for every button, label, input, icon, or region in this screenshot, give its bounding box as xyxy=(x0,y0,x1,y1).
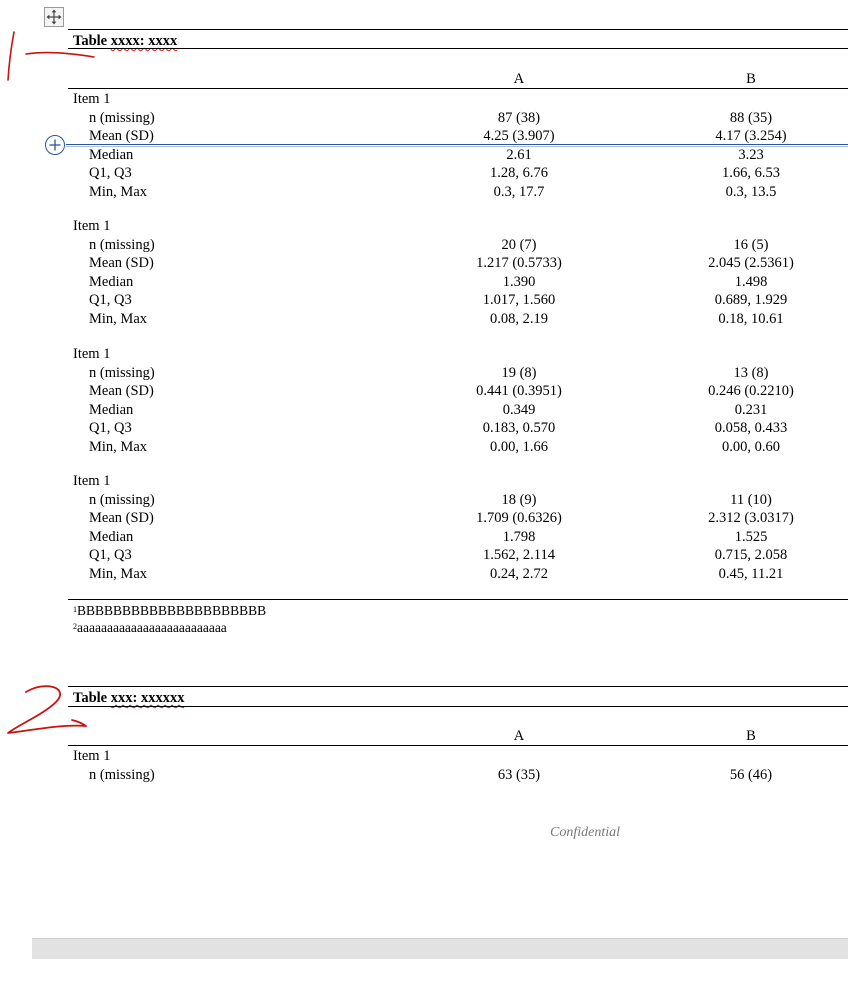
table1-row xyxy=(0,565,848,584)
page-gap-bar xyxy=(32,938,848,959)
cell-b: 0.689, 1.929 xyxy=(714,292,788,308)
table1-row xyxy=(0,528,848,547)
cell-a: 1.217 (0.5733) xyxy=(476,255,562,271)
table1-row xyxy=(0,491,848,510)
row-label: Mean (SD) xyxy=(89,510,154,526)
table2-header-rule xyxy=(68,745,848,746)
annotation-marker-2 xyxy=(0,678,100,738)
table1-col-b-header: B xyxy=(746,71,756,87)
table2-top-rule xyxy=(68,686,848,687)
table1-row xyxy=(0,146,848,165)
cell-b: 1.66, 6.53 xyxy=(722,165,780,181)
cell-b: 2.312 (3.0317) xyxy=(708,510,794,526)
table1-col-a-header: A xyxy=(513,71,525,87)
cell-b: 16 (5) xyxy=(733,236,769,253)
cell-b: 0.246 (0.2210) xyxy=(708,383,794,399)
cell-a: 87 (38) xyxy=(497,109,541,126)
cell-a: 1.798 xyxy=(502,528,536,545)
row-label: Mean (SD) xyxy=(89,383,154,399)
table1-row xyxy=(0,364,848,383)
table2-row xyxy=(0,766,848,785)
cell-a: 18 (9) xyxy=(501,491,537,508)
insert-row-plus-icon[interactable] xyxy=(45,135,65,155)
row-label: n (missing) xyxy=(89,491,155,508)
cell-a: 20 (7) xyxy=(501,236,537,253)
table1-row xyxy=(0,401,848,420)
row-label: n (missing) xyxy=(89,109,155,126)
cell-b: 13 (8) xyxy=(733,364,769,381)
cell-a: 1.017, 1.560 xyxy=(482,292,556,308)
section-label: Item 1 xyxy=(73,748,111,764)
table1-title-rule xyxy=(68,48,848,49)
cell-a: 1.390 xyxy=(502,273,536,290)
row-label: Min, Max xyxy=(89,438,147,455)
table1-section-label-row xyxy=(0,472,848,491)
cell-a: 0.24, 2.72 xyxy=(490,565,548,582)
section-label: Item 1 xyxy=(73,473,111,489)
cell-b: 88 (35) xyxy=(729,109,773,126)
cell-a: 63 (35) xyxy=(497,766,541,783)
cell-a: 0.08, 2.19 xyxy=(490,310,548,327)
cell-b: 0.18, 10.61 xyxy=(718,310,784,327)
cell-b: 0.231 xyxy=(734,401,768,418)
annotation-marker-1 xyxy=(0,20,100,90)
cell-b: 0.00, 0.60 xyxy=(722,438,780,455)
row-label: Median xyxy=(89,146,134,163)
cell-a: 0.00, 1.66 xyxy=(490,438,548,455)
cell-b: 0.45, 11.21 xyxy=(718,565,784,582)
section-label: Item 1 xyxy=(73,218,111,234)
cell-a: 1.709 (0.6326) xyxy=(476,510,562,526)
row-label: Q1, Q3 xyxy=(89,547,132,563)
row-label: Min, Max xyxy=(89,565,147,582)
cell-b: 4.17 (3.254) xyxy=(715,128,787,144)
row-label: Q1, Q3 xyxy=(89,165,132,181)
cell-b: 11 (10) xyxy=(730,491,772,508)
row-label: Q1, Q3 xyxy=(89,292,132,308)
table1-row xyxy=(0,419,848,438)
table1-header-rule xyxy=(68,88,848,89)
row-label: Median xyxy=(89,273,134,290)
table1-row xyxy=(0,236,848,255)
table1-row xyxy=(0,310,848,329)
table1-row xyxy=(0,183,848,202)
section-label: Item 1 xyxy=(73,91,111,107)
cell-b: 2.045 (2.5361) xyxy=(708,255,794,271)
row-label: n (missing) xyxy=(89,236,155,253)
row-label: Min, Max xyxy=(89,310,147,327)
cell-a: 2.61 xyxy=(506,146,532,163)
row-label: Median xyxy=(89,528,134,545)
row-label: n (missing) xyxy=(89,364,155,381)
cell-a: 0.183, 0.570 xyxy=(482,420,556,436)
cell-b: 56 (46) xyxy=(729,766,773,783)
table1-section-label-row xyxy=(0,90,848,109)
table2-col-b-header: B xyxy=(746,728,756,744)
table1-bottom-rule xyxy=(68,599,848,600)
table1-row xyxy=(0,127,848,146)
table1-row xyxy=(0,291,848,310)
table2-section-label-row xyxy=(0,747,848,766)
row-label: Median xyxy=(89,401,134,418)
cell-a: 0.441 (0.3951) xyxy=(476,383,562,399)
cell-a: 19 (8) xyxy=(501,364,537,381)
cell-a: 1.28, 6.76 xyxy=(490,165,548,181)
cell-b: 1.525 xyxy=(734,528,768,545)
cell-a: 1.562, 2.114 xyxy=(483,547,555,563)
row-label: n (missing) xyxy=(89,766,155,783)
section-label: Item 1 xyxy=(73,346,111,362)
table1-row xyxy=(0,109,848,128)
table1-row xyxy=(0,273,848,292)
table1-title: Table xxxx: xxxx xyxy=(73,33,178,49)
row-label: Mean (SD) xyxy=(89,255,154,271)
row-label: Mean (SD) xyxy=(89,128,154,144)
table2-title-rule xyxy=(68,706,848,707)
table1-row xyxy=(0,546,848,565)
cell-b: 0.3, 13.5 xyxy=(725,183,777,200)
table1-row xyxy=(0,382,848,401)
insert-row-line xyxy=(66,144,848,145)
cell-a: 4.25 (3.907) xyxy=(483,128,555,144)
footnote-1: $^1$BBBBBBBBBBBBBBBBBBBBB xyxy=(73,603,267,618)
table1-row xyxy=(0,509,848,528)
table1-top-rule xyxy=(68,29,848,30)
cell-a: 0.349 xyxy=(502,401,536,418)
footnote-2: $^2$aaaaaaaaaaaaaaaaaaaaaaaaa xyxy=(73,620,227,635)
cell-a: 0.3, 17.7 xyxy=(493,183,545,200)
cell-b: 1.498 xyxy=(734,273,768,290)
table1-section-label-row xyxy=(0,217,848,236)
page-footer-confidential: Confidential xyxy=(550,825,620,840)
table2-col-a-header: A xyxy=(513,728,525,744)
cell-b: 0.715, 2.058 xyxy=(714,547,788,563)
table2-title: Table xxx: xxxxxx xyxy=(73,690,185,706)
table1-row xyxy=(0,254,848,273)
row-label: Min, Max xyxy=(89,183,147,200)
row-label: Q1, Q3 xyxy=(89,420,132,436)
table1-row xyxy=(0,164,848,183)
cell-b: 0.058, 0.433 xyxy=(714,420,788,436)
table1-row xyxy=(0,438,848,457)
cell-b: 3.23 xyxy=(738,146,764,163)
table1-section-label-row xyxy=(0,345,848,364)
